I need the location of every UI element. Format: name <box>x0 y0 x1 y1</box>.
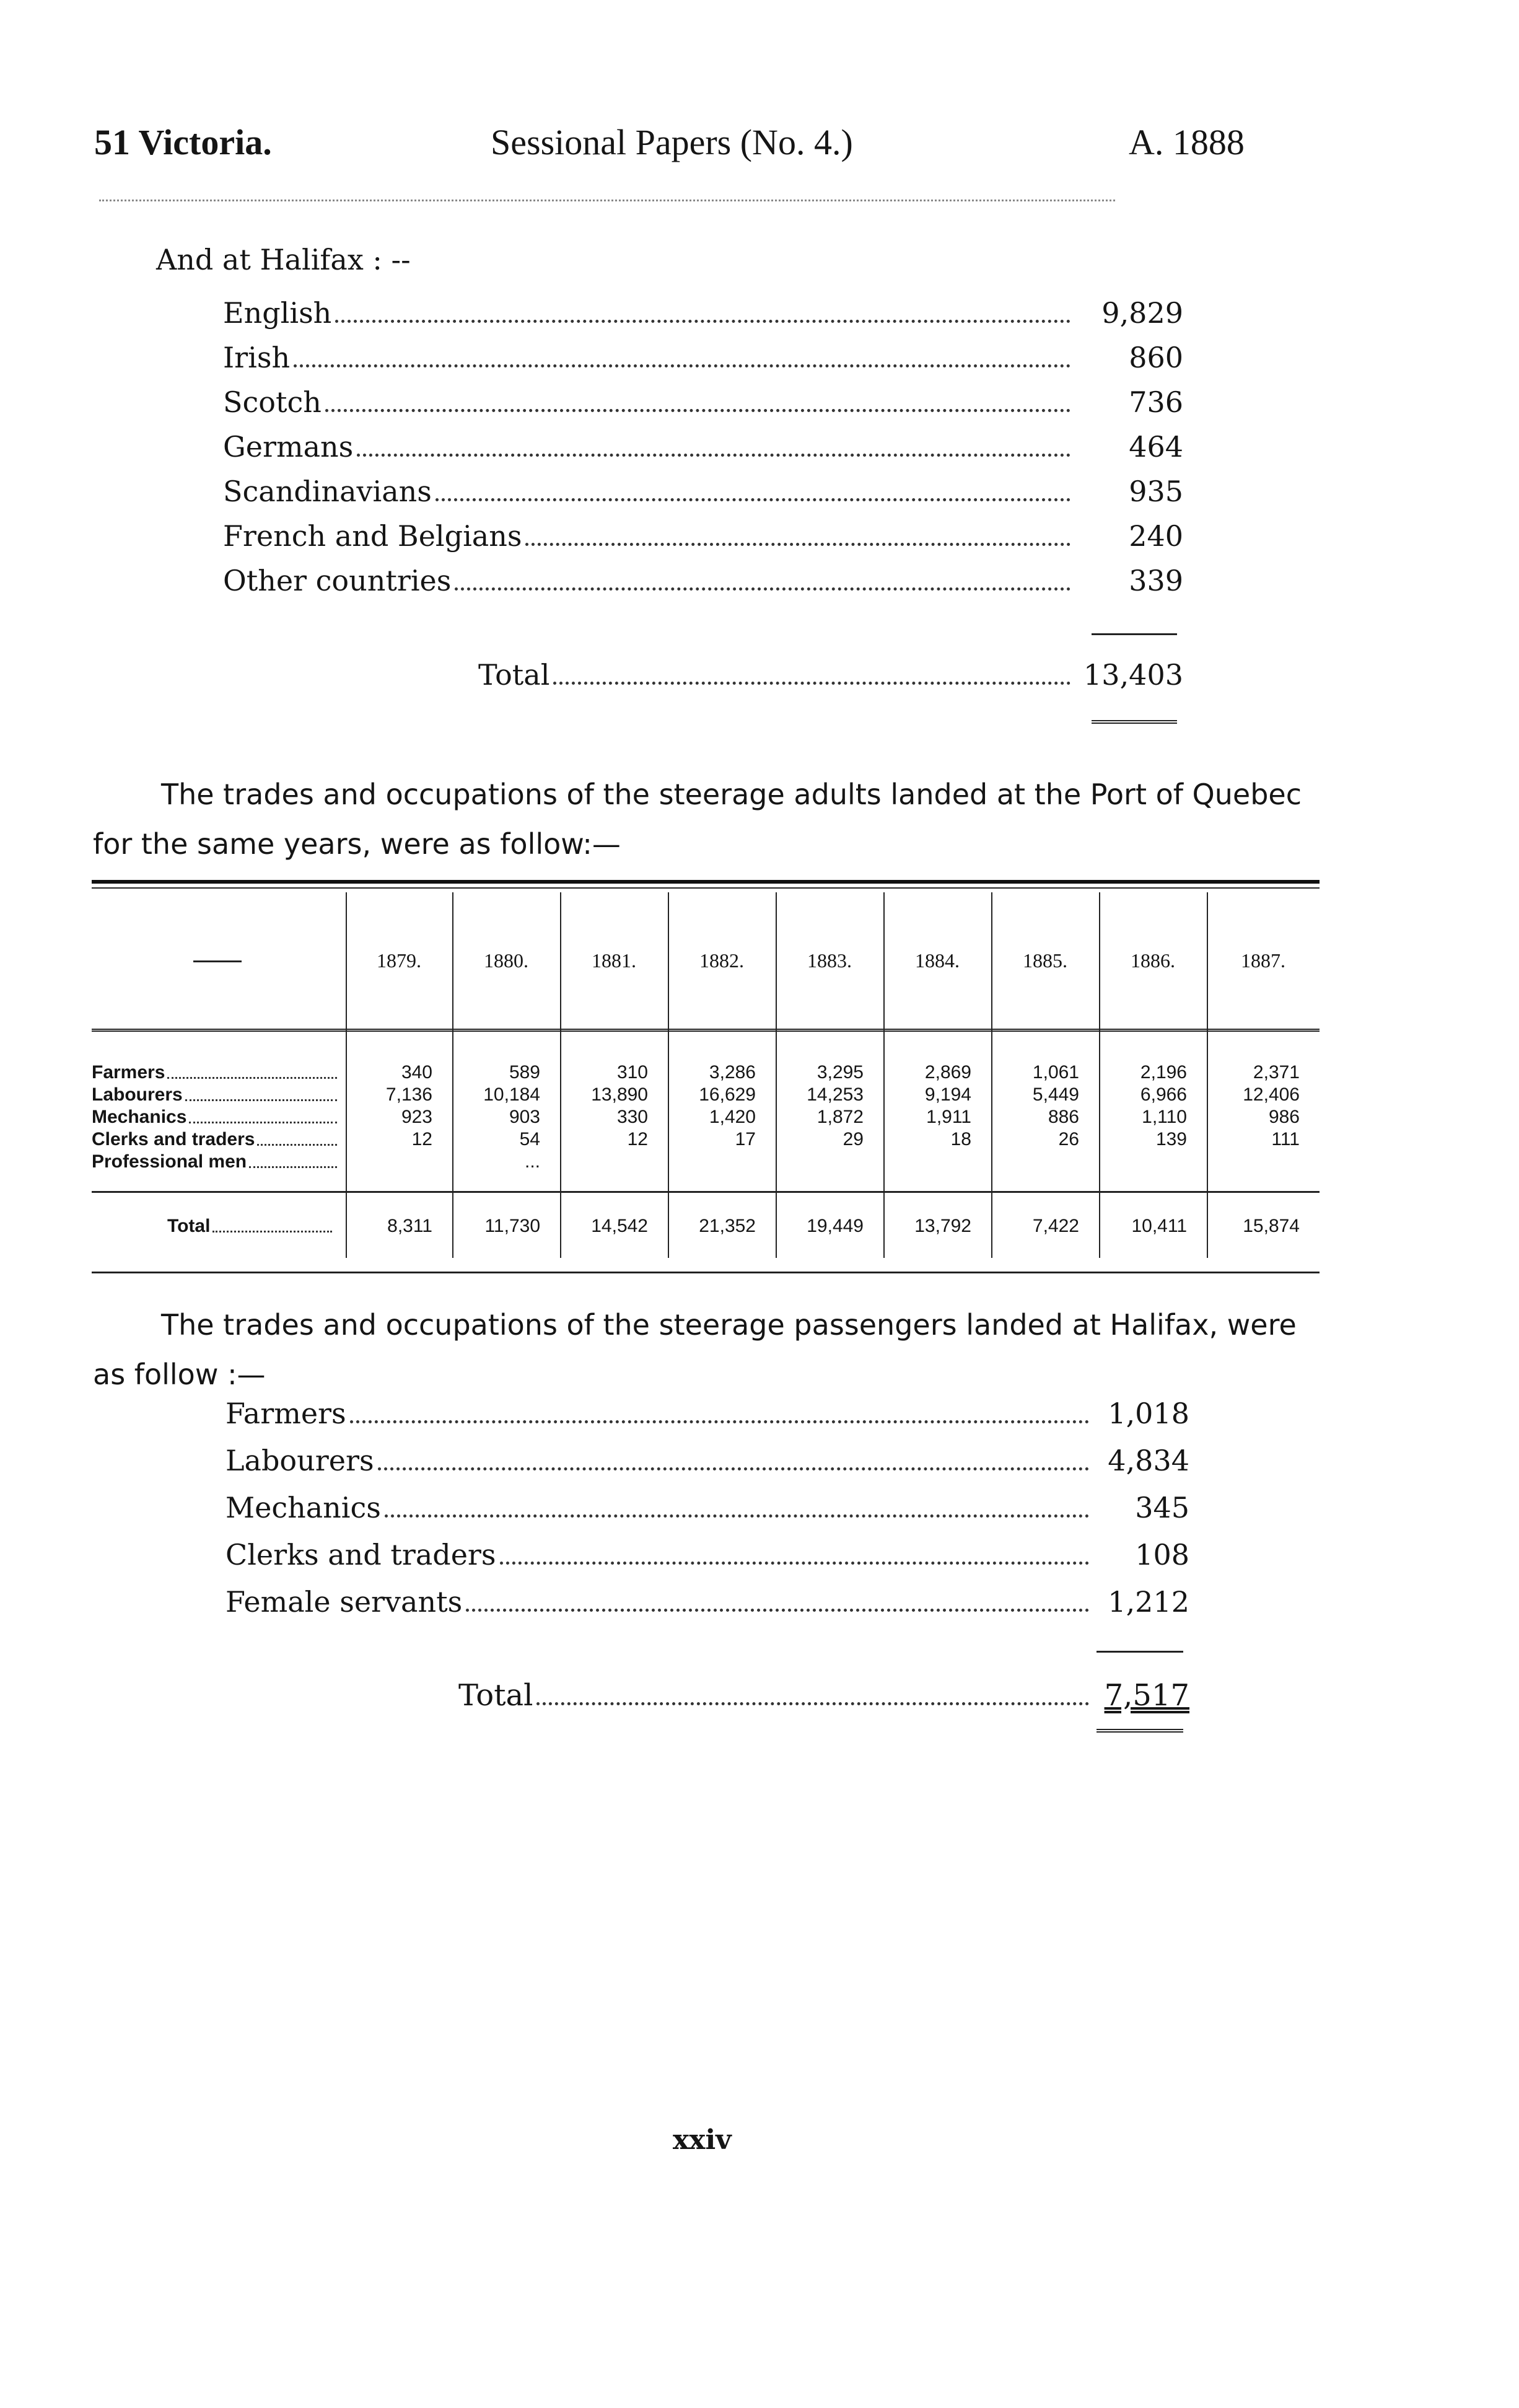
cell-professional: ... <box>524 1151 540 1172</box>
occupation-row <box>225 1491 1189 1524</box>
occupation-value: 108 <box>1135 1538 1189 1571</box>
leader-dots <box>357 454 1070 457</box>
table-bottom-rule <box>92 1272 1320 1273</box>
leader-dots <box>466 1609 1089 1612</box>
cell-clerks: 12 <box>411 1129 432 1149</box>
page-number: xxiv <box>673 2124 732 2156</box>
cell-farmers: 310 <box>616 1062 648 1083</box>
cell-mechanics: 1,420 <box>709 1107 756 1127</box>
cell-mechanics: 886 <box>1048 1107 1079 1127</box>
leader-dots <box>378 1467 1089 1470</box>
leader-dots <box>436 498 1070 501</box>
total-label: Total <box>478 658 550 692</box>
cell-total: 14,542 <box>591 1216 648 1236</box>
row-label-labourers: Labourers <box>92 1084 339 1105</box>
nationality-label: English <box>223 296 332 330</box>
cell-mechanics: 1,872 <box>816 1107 864 1127</box>
cell-total: 11,730 <box>484 1216 540 1236</box>
total-top-rule <box>92 1191 1320 1193</box>
nationality-label: French and Belgians <box>223 519 522 553</box>
nationality-label: Irish <box>223 341 291 374</box>
nationality-value: 736 <box>1129 385 1183 419</box>
cell-mechanics: 986 <box>1268 1107 1300 1127</box>
cell-farmers: 340 <box>401 1062 432 1083</box>
occupation-value: 345 <box>1135 1491 1189 1524</box>
nationality-row <box>223 564 1183 597</box>
occupation-label: Mechanics <box>225 1491 381 1524</box>
nationality-label: Scotch <box>223 385 322 419</box>
occupation-row <box>225 1444 1189 1477</box>
cell-total: 19,449 <box>807 1216 864 1236</box>
leader-dots <box>525 543 1070 546</box>
cell-clerks: 26 <box>1058 1129 1079 1149</box>
row-label-professional: Professional men <box>92 1151 339 1172</box>
cell-labourers: 12,406 <box>1243 1084 1300 1105</box>
cell-labourers: 5,449 <box>1032 1084 1079 1105</box>
leader-dots <box>536 1702 1089 1705</box>
header-bottom-rule <box>92 1029 1320 1032</box>
cell-clerks: 17 <box>735 1129 756 1149</box>
cell-labourers: 7,136 <box>385 1084 432 1105</box>
cell-mechanics: 1,911 <box>926 1107 971 1127</box>
total-double-rule <box>1097 1729 1183 1733</box>
nationality-value: 464 <box>1129 430 1183 464</box>
occupation-value: 4,834 <box>1108 1444 1189 1477</box>
cell-total: 7,422 <box>1032 1216 1079 1236</box>
halifax-paragraph-line1: The trades and occupations of the steerage passengers landed at Halifax, were <box>161 1308 1297 1342</box>
cell-clerks: 139 <box>1155 1129 1187 1149</box>
occupation-label: Labourers <box>225 1444 374 1477</box>
cell-clerks: 111 <box>1271 1129 1300 1149</box>
cell-mechanics: 330 <box>616 1107 648 1127</box>
quebec-paragraph-line1: The trades and occupations of the steerage adults landed at the Port of Quebec <box>161 778 1302 811</box>
nationality-row <box>223 385 1183 419</box>
leader-dots <box>500 1562 1089 1565</box>
year-header: 1886. <box>1131 949 1175 972</box>
cell-farmers: 3,295 <box>816 1062 864 1083</box>
table-top-rule-thin <box>92 887 1320 889</box>
total-double-rule <box>1092 720 1177 724</box>
nationality-row <box>223 296 1183 330</box>
nationality-value: 935 <box>1129 475 1183 508</box>
year-header: 1885. <box>1023 949 1067 972</box>
cell-total: 13,792 <box>914 1216 971 1236</box>
leader-dots <box>335 320 1070 323</box>
halifax-paragraph-line2: as follow :— <box>93 1358 266 1391</box>
cell-total: 21,352 <box>699 1216 756 1236</box>
total-value: 7,517 <box>1104 1678 1189 1713</box>
nationality-value: 339 <box>1129 564 1183 597</box>
cell-total: 15,874 <box>1243 1216 1300 1236</box>
header-left: 51 Victoria. <box>94 122 272 162</box>
row-label-farmers: Farmers <box>92 1062 339 1083</box>
cell-labourers: 13,890 <box>591 1084 648 1105</box>
nationality-row <box>223 430 1183 464</box>
occupation-value: 1,018 <box>1108 1397 1189 1430</box>
nationality-label: Germans <box>223 430 354 464</box>
occupation-value: 1,212 <box>1108 1585 1189 1619</box>
occupation-total-row <box>458 1678 1189 1713</box>
year-header: 1884. <box>915 949 960 972</box>
quebec-paragraph-line2: for the same years, were as follow:— <box>93 827 621 861</box>
subtotal-rule <box>1097 1651 1183 1653</box>
occupation-row <box>225 1538 1189 1571</box>
year-header: 1887. <box>1241 949 1285 972</box>
nationality-total-row <box>478 658 1183 692</box>
cell-clerks: 54 <box>519 1129 540 1149</box>
cell-mechanics: 1,110 <box>1142 1107 1187 1127</box>
occupation-label: Clerks and traders <box>225 1538 496 1571</box>
occupation-label: Farmers <box>225 1397 346 1430</box>
year-header: 1881. <box>592 949 636 972</box>
cell-labourers: 10,184 <box>483 1084 540 1105</box>
halifax-intro: And at Halifax : -- <box>156 243 411 276</box>
leader-dots <box>553 682 1070 685</box>
year-header: 1879. <box>377 949 421 972</box>
subtotal-rule <box>1092 633 1177 635</box>
leader-dots <box>455 587 1070 591</box>
cell-farmers: 2,371 <box>1253 1062 1300 1083</box>
cell-farmers: 3,286 <box>709 1062 756 1083</box>
corner-dash <box>193 960 242 962</box>
occupation-row <box>225 1397 1189 1430</box>
nationality-value: 9,829 <box>1101 296 1183 330</box>
year-header: 1882. <box>699 949 744 972</box>
header-rule <box>99 200 1115 201</box>
row-label-total: Total <box>167 1216 335 1237</box>
cell-farmers: 2,196 <box>1140 1062 1187 1083</box>
header-center: Sessional Papers (No. 4.) <box>491 122 853 162</box>
occupation-label: Female servants <box>225 1585 463 1619</box>
nationality-label: Scandinavians <box>223 475 432 508</box>
cell-mechanics: 903 <box>509 1107 540 1127</box>
cell-labourers: 6,966 <box>1140 1084 1187 1105</box>
cell-labourers: 9,194 <box>924 1084 971 1105</box>
year-header: 1883. <box>807 949 852 972</box>
total-value: 13,403 <box>1083 658 1183 692</box>
cell-clerks: 12 <box>627 1129 648 1149</box>
leader-dots <box>294 364 1070 367</box>
nationality-row <box>223 341 1183 374</box>
table-top-rule <box>92 880 1320 884</box>
cell-farmers: 1,061 <box>1032 1062 1079 1083</box>
nationality-row <box>223 519 1183 553</box>
total-label: Total <box>458 1678 533 1713</box>
occupation-row <box>225 1585 1189 1619</box>
nationality-value: 240 <box>1129 519 1183 553</box>
cell-farmers: 2,869 <box>924 1062 971 1083</box>
row-label-mechanics: Mechanics <box>92 1107 339 1128</box>
nationality-value: 860 <box>1129 341 1183 374</box>
row-label-clerks: Clerks and traders <box>92 1129 339 1150</box>
leader-dots <box>325 409 1070 412</box>
halifax-paragraph <box>93 1300 1332 1399</box>
cell-mechanics: 923 <box>401 1107 432 1127</box>
nationality-row <box>223 475 1183 508</box>
cell-labourers: 14,253 <box>807 1084 864 1105</box>
cell-labourers: 16,629 <box>699 1084 756 1105</box>
cell-total: 10,411 <box>1131 1216 1187 1236</box>
cell-clerks: 18 <box>950 1129 971 1149</box>
quebec-paragraph <box>93 770 1332 869</box>
header-right: A. 1888 <box>1129 122 1245 162</box>
year-header: 1880. <box>484 949 528 972</box>
cell-total: 8,311 <box>387 1216 432 1236</box>
cell-clerks: 29 <box>843 1129 864 1149</box>
nationality-label: Other countries <box>223 564 452 597</box>
cell-farmers: 589 <box>509 1062 540 1083</box>
leader-dots <box>385 1514 1089 1518</box>
leader-dots <box>350 1420 1089 1423</box>
